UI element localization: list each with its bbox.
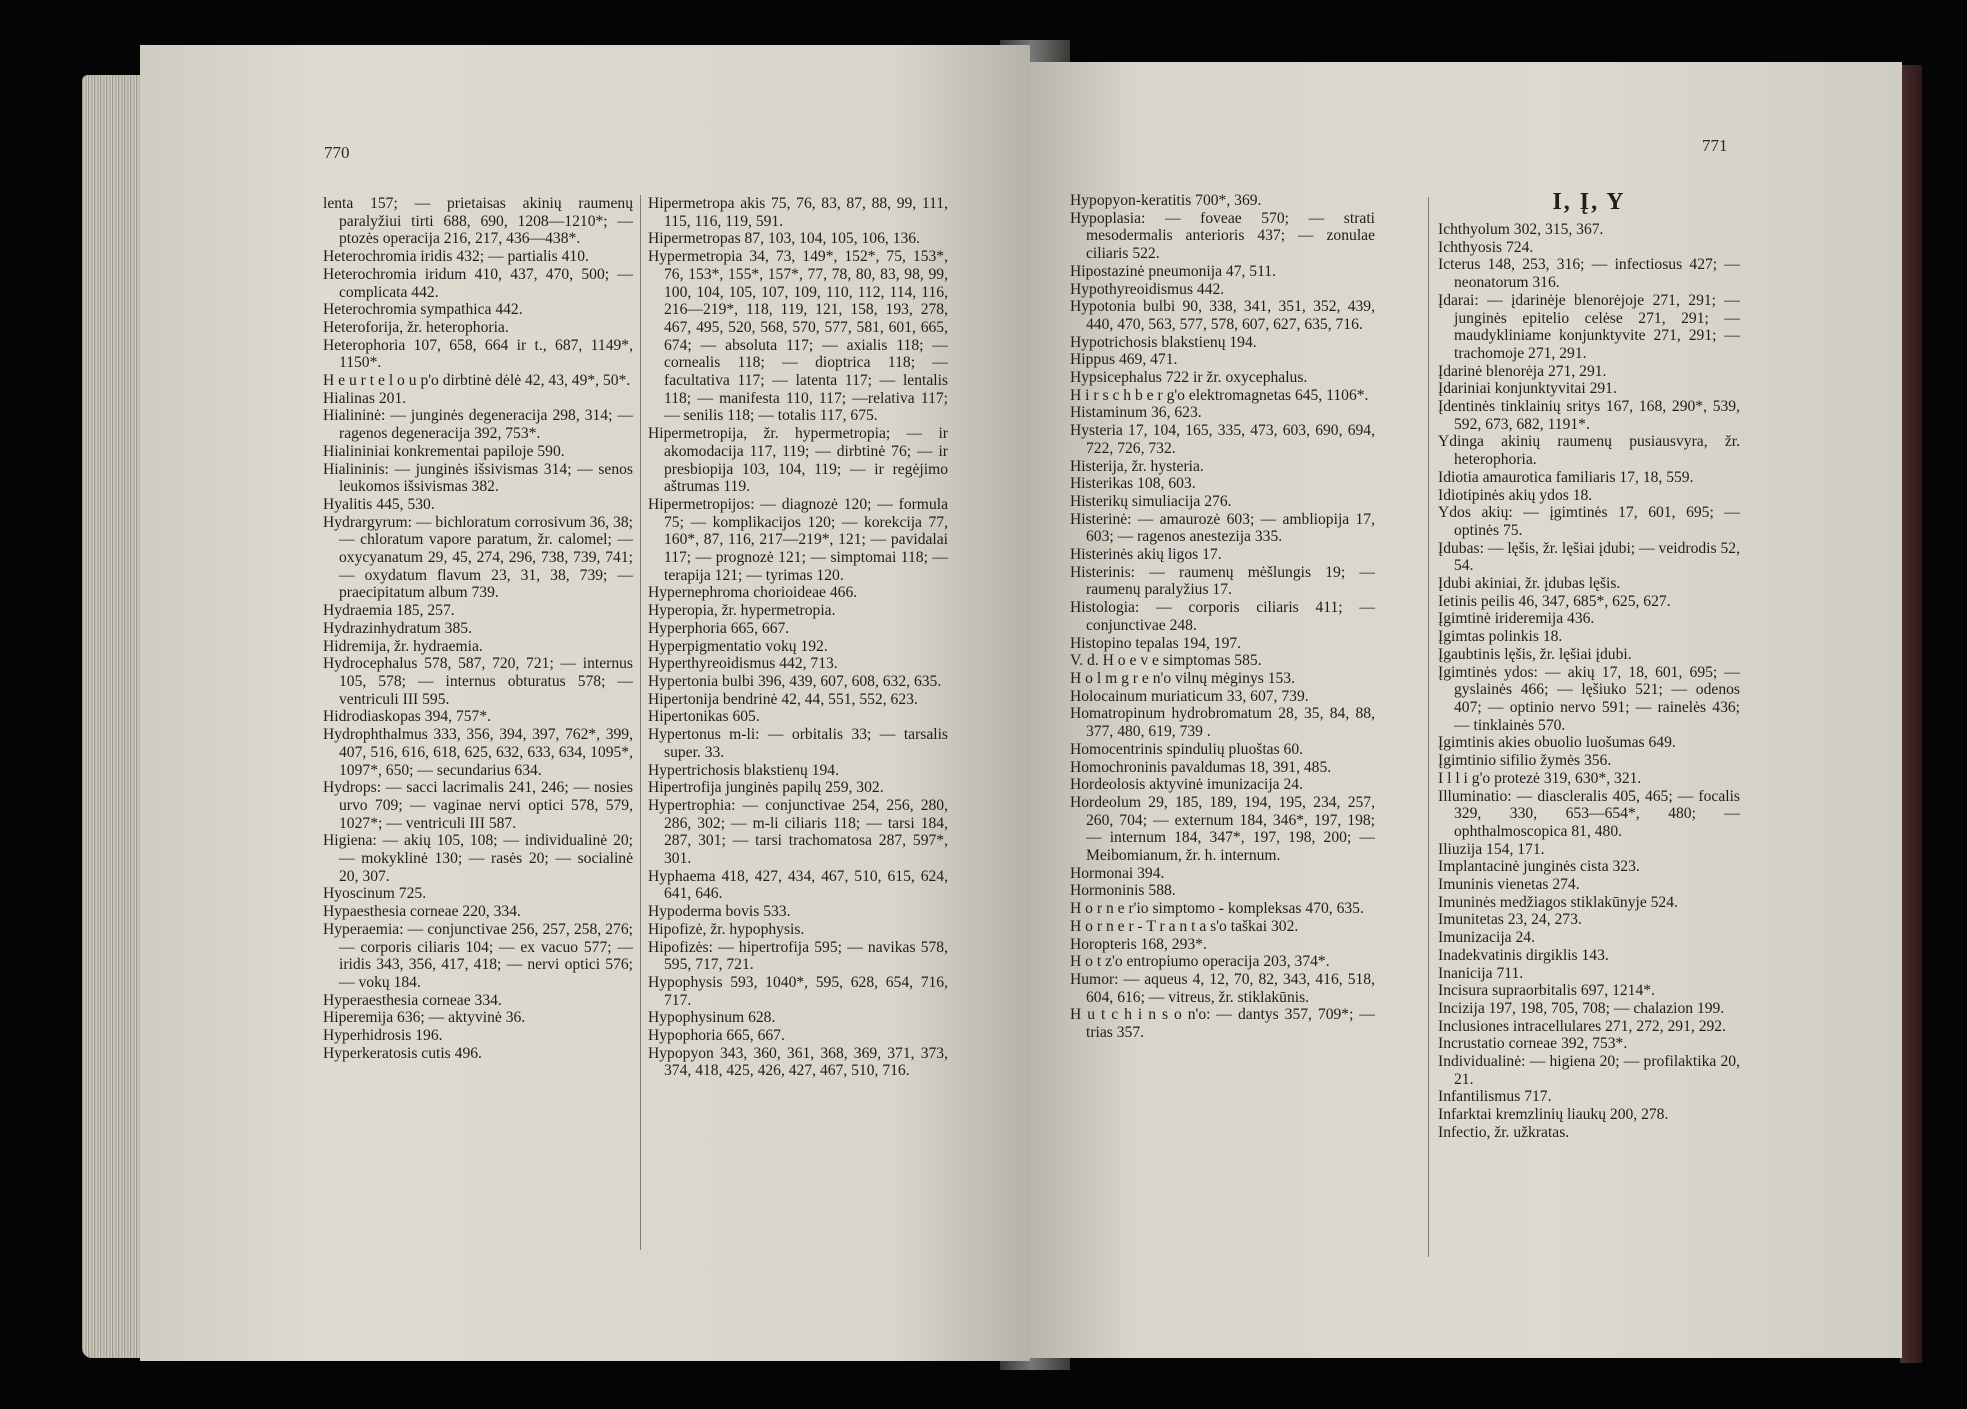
index-entry: Icterus 148, 253, 316; — infectiosus 427; — neonatorum 316. — [1438, 256, 1740, 292]
index-entry: Ydinga akinių raumenų pusiausvyra, žr. heterophoria. — [1438, 433, 1740, 469]
index-entry: Ichthyolum 302, 315, 367. — [1438, 221, 1604, 238]
index-entry: Hypoderma bovis 533. — [648, 903, 791, 921]
index-entry: Hypotrichosis blakstienų 194. — [1070, 333, 1257, 351]
index-entry: I l l i g'o protezė 319, 630*, 321. — [1438, 769, 1642, 787]
index-entry: Įgimtinio sifilio žymės 356. — [1438, 752, 1612, 770]
index-entry: Hypopyon-keratitis 700*, 369. — [1070, 192, 1262, 209]
index-entry: Įdariniai konjunktyvitai 291. — [1438, 380, 1617, 398]
index-entry: Hypophysinum 628. — [648, 1009, 776, 1027]
index-entry: Hidremija, žr. hydraemia. — [323, 637, 483, 655]
index-entry: Inanicija 711. — [1438, 964, 1524, 982]
index-entry: H o r n e r - T r a n t a s'o taškai 302. — [1070, 917, 1299, 935]
index-entry: Iliuzija 154, 171. — [1438, 840, 1545, 858]
index-entry: H o t z'o entropiumo operacija 203, 374*. — [1070, 953, 1330, 971]
index-entry: Hyperopia, žr. hypermetropia. — [648, 602, 836, 620]
index-entry: Histerija, žr. hysteria. — [1070, 457, 1204, 475]
page-number: 770 — [324, 143, 350, 162]
index-entry: H o r n e r'io simptomo - kompleksas 470, 635. — [1070, 900, 1364, 918]
index-entry: Hipofizės: — hipertrofija 595; — navikas 578, 595, 717, 721. — [648, 938, 948, 974]
index-entry: Histerinė: — amaurozė 603; — ambliopija 17, 603; — ragenos anestezija 335. — [1070, 510, 1375, 546]
index-entry: Histerinės akių ligos 17. — [1070, 546, 1222, 564]
index-entry: H i r s c h b e r g'o elektromagnetas 645, 1106*. — [1070, 386, 1369, 404]
index-entry: Histerikas 108, 603. — [1070, 475, 1196, 493]
index-entry: Homochroninis pavaldumas 18, 391, 485. — [1070, 758, 1332, 776]
index-entry: Hydraemia 185, 257. — [323, 602, 455, 620]
index-entry: Įgimtinis akies obuolio luošumas 649. — [1438, 734, 1676, 752]
index-entry: Hyoscinum 725. — [323, 885, 427, 903]
index-entry: Hypothyreoidismus 442. — [1070, 280, 1225, 298]
index-entry: Hialinas 201. — [323, 389, 407, 407]
index-entry: Hiperemija 636; — aktyvinė 36. — [323, 1009, 526, 1027]
index-entry: Įdentinės tinklainių sritys 167, 168, 290*, 539, 592, 673, 682, 1191*. — [1438, 398, 1740, 433]
index-entry: Įdarai: — įdarinėje blenorėjoje 271, 291; — junginės epitelio celėse 271, 291; — maudykliniame konjunktyvite 271, 291; — trachomoje 271, 291. — [1438, 291, 1740, 362]
index-entry: Ietinis peilis 46, 347, 685*, 625, 627. — [1438, 592, 1671, 610]
index-entry: H e u r t e l o u p'o dirbtinė dėlė 42, 43, 49*, 50*. — [323, 372, 631, 390]
index-entry: Hypaesthesia corneae 220, 334. — [323, 903, 521, 921]
index-entry: Hipermetropa akis 75, 76, 83, 87, 88, 99, 111, 115, 116, 119, 591. — [648, 195, 948, 230]
index-entry: Hyperkeratosis cutis 496. — [323, 1044, 482, 1062]
index-entry: Hypertrichosis blakstienų 194. — [648, 761, 839, 779]
index-entry: Hydrocephalus 578, 587, 720, 721; — internus 105, 578; — internus obturatus 578; — ventriculi III 595. — [323, 655, 633, 708]
index-entry: Horopteris 168, 293*. — [1070, 935, 1207, 953]
index-entry: Hypopyon 343, 360, 361, 368, 369, 371, 373, 374, 418, 425, 426, 427, 467, 510, 716. — [648, 1044, 948, 1080]
index-entry: Infantilismus 717. — [1438, 1088, 1552, 1106]
index-entry: Infectio, žr. užkratas. — [1438, 1123, 1570, 1141]
index-entry: Hipertonikas 605. — [648, 708, 760, 726]
index-entry: Įgimtas polinkis 18. — [1438, 628, 1563, 646]
index-entry: Hipofizė, žr. hypophysis. — [648, 920, 805, 938]
index-entry: Įdarinė blenorėja 271, 291. — [1438, 362, 1607, 380]
index-entry: Hypertonia bulbi 396, 439, 607, 608, 632, 635. — [648, 672, 942, 690]
index-entry: Idiotipinės akių ydos 18. — [1438, 486, 1593, 504]
index-entry: Inclusiones intracellulares 271, 272, 291, 292. — [1438, 1017, 1726, 1035]
index-entry: Individualinė: — higiena 20; — profilaktika 20, 21. — [1438, 1053, 1740, 1088]
index-entry: Hormonai 394. — [1070, 864, 1165, 882]
index-entry: Homatropinum hydrobromatum 28, 35, 84, 88, 377, 480, 619, 739 . — [1070, 705, 1375, 741]
index-entry: Incizija 197, 198, 705, 708; — chalazion 199. — [1438, 999, 1725, 1017]
index-entry: Hypernephroma chorioideae 466. — [648, 584, 858, 602]
index-entry: Heterophoria 107, 658, 664 ir t., 687, 1149*, 1150*. — [323, 336, 633, 372]
index-entry: Hyperthyreoidismus 442, 713. — [648, 655, 838, 673]
index-entry: Hormoninis 588. — [1070, 882, 1176, 900]
index-entry: Heterochromia iridum 410, 437, 470, 500; — complicata 442. — [323, 265, 633, 301]
index-entry: Implantacinė junginės cista 323. — [1438, 858, 1640, 876]
index-entry: Hypotonia bulbi 90, 338, 341, 351, 352, 439, 440, 470, 563, 577, 578, 607, 627, 635, 716. — [1070, 298, 1375, 333]
index-entry: Hydrazinhydratum 385. — [323, 619, 472, 637]
index-entry: Holocainum muriaticum 33, 607, 739. — [1070, 687, 1309, 705]
index-entry: Histologia: — corporis ciliaris 411; — conjunctivae 248. — [1070, 599, 1375, 634]
index-entry: Hidrodiaskopas 394, 757*. — [323, 708, 492, 726]
index-column — [1070, 192, 1375, 1042]
index-entry: Hialininė: — junginės degeneracija 298, 314; — ragenos degeneracija 392, 753*. — [323, 407, 633, 443]
index-entry: Ydos akių: — įgimtinės 17, 601, 695; — optinės 75. — [1438, 504, 1740, 539]
index-entry: Imuninės medžiagos stiklakūnyje 524. — [1438, 893, 1678, 911]
index-entry: Infarktai kremzlinių liaukų 200, 278. — [1438, 1106, 1669, 1124]
index-entry: Hyperphoria 665, 667. — [648, 619, 790, 637]
index-entry: Hydrops: — sacci lacrimalis 241, 246; — nosies urvo 709; — vaginae nervi optici 578, 579, 1027*; — ventriculi III 587. — [323, 779, 633, 832]
index-entry: Incisura supraorbitalis 697, 1214*. — [1438, 982, 1655, 1000]
index-column — [1438, 187, 1740, 1142]
index-entry: Hypertrophia: — conjunctivae 254, 256, 280, 286, 302; — m-li ciliaris 118; — tarsi 184, 287, 301; — tarsi trachomatosa 287, 597*, 301. — [648, 796, 948, 868]
index-entry: Illuminatio: — diascleralis 405, 465; — focalis 329, 330, 653—654*, 480; — ophthalmoscopica 81, 480. — [1438, 787, 1740, 840]
index-column — [323, 195, 633, 1062]
index-entry: Hypermetropia 34, 73, 149*, 152*, 75, 153*, 76, 153*, 155*, 157*, 77, 78, 80, 83, 98, 99, 100, 104, 105, 107, 109, 110, 112, 114, 116, 216—219*, 118, 119, 121, 158, 193, 278, 467, 495, 520, 568, 570, 577, 581, 601, 665, 674; — absoluta 117; — axialis 118; — cornealis 118; — dioptrica 118; — facultativa 117; — latenta 117; — lentalis 118; — manifesta 110, 117; —relativa 117; — senilis 118; — totalis 117, 675. — [648, 248, 948, 425]
index-entry: Hordeolum 29, 185, 189, 194, 195, 234, 257, 260, 704; — externum 184, 346*, 197, 198; — internum 184, 347*, 197, 198, 200; — Meibomianum, žr. h. internum. — [1070, 793, 1375, 865]
index-entry: Hyperpigmentatio vokų 192. — [648, 637, 828, 655]
index-entry: Heteroforija, žr. heterophoria. — [323, 318, 509, 336]
index-entry: Hypophoria 665, 667. — [648, 1027, 785, 1045]
index-entry: Histerinis: — raumenų mėšlungis 19; — raumenų paralyžius 17. — [1070, 563, 1375, 599]
index-entry: Incrustatio corneae 392, 753*. — [1438, 1035, 1628, 1053]
index-entry: H o l m g r e n'o vilnų mėginys 153. — [1070, 669, 1296, 687]
index-entry: V. d. H o e v e simptomas 585. — [1070, 652, 1262, 670]
index-entry: Histerikų simuliacija 276. — [1070, 492, 1232, 510]
book-cover-edge — [1900, 65, 1922, 1363]
index-entry: Higiena: — akių 105, 108; — individualinė 20; — mokyklinė 130; — rasės 20; — socialinė 20, 307. — [323, 832, 633, 885]
index-entries — [1438, 221, 1740, 1142]
index-entry: Ichthyosis 724. — [1438, 238, 1534, 256]
index-entry: Hipertrofija junginės papilų 259, 302. — [648, 779, 884, 797]
index-entry: Imunitetas 23, 24, 273. — [1438, 911, 1582, 929]
index-entry: Heterochromia iridis 432; — partialis 410. — [323, 248, 589, 266]
index-entry: Hialininiai konkrementai papiloje 590. — [323, 442, 565, 460]
index-entry: Hyperaesthesia corneae 334. — [323, 991, 502, 1009]
index-entry: Inadekvatinis dirgiklis 143. — [1438, 946, 1609, 964]
index-entry: Humor: — aqueus 4, 12, 70, 82, 343, 416, 518, 604, 616; — vitreus, žr. stiklakūnis. — [1070, 970, 1375, 1006]
index-entry: Hypophysis 593, 1040*, 595, 628, 654, 716, 717. — [648, 973, 948, 1009]
index-entry: Hypoplasia: — foveae 570; — strati mesodermalis anterioris 437; — zonulae ciliaris 522. — [1070, 209, 1375, 263]
index-entry: Hipermetropija, žr. hypermetropia; — ir akomodacija 117, 119; — dirbtinė 76; — ir presbiopija 103, 104, 119; — ir regėjimo aštrumas 119. — [648, 425, 948, 496]
index-entry: Imuninis vienetas 274. — [1438, 876, 1580, 894]
index-entry: Histaminum 36, 623. — [1070, 404, 1202, 422]
index-entry: Hysteria 17, 104, 165, 335, 473, 603, 690, 694, 722, 726, 732. — [1070, 422, 1375, 457]
index-entry: Hyphaema 418, 427, 434, 467, 510, 615, 624, 641, 646. — [648, 867, 948, 903]
index-entry: Hipertonija bendrinė 42, 44, 551, 552, 623. — [648, 690, 918, 708]
index-column — [648, 195, 948, 1080]
index-entry: Hydrargyrum: — bichloratum corrosivum 36, 38; — chloratum vapore paratum, žr. calomel; — oxycyanatum 29, 45, 274, 296, 738, 739, 741; — oxydatum flavum 23, 31, 38, 739; — praecipitatum album 739. — [323, 513, 633, 602]
index-entry: Hyperhidrosis 196. — [323, 1027, 443, 1045]
index-entry: Įgimtinė irideremija 436. — [1438, 610, 1595, 628]
index-entry: Idiotia amaurotica familiaris 17, 18, 559. — [1438, 468, 1694, 486]
index-entry: Hipostazinė pneumonija 47, 511. — [1070, 262, 1277, 280]
page-number: 771 — [1702, 136, 1728, 155]
index-entry: Įdubas: — lęšis, žr. lęšiai įdubi; — veidrodis 52, 54. — [1438, 539, 1740, 575]
index-entry: Imunizacija 24. — [1438, 929, 1535, 947]
index-entry: Heterochromia sympathica 442. — [323, 301, 523, 319]
index-entry: Hypertonus m-li: — orbitalis 33; — tarsalis super. 33. — [648, 726, 948, 761]
index-entry: Hippus 469, 471. — [1070, 351, 1178, 369]
index-entry: Homocentrinis spindulių pluoštas 60. — [1070, 740, 1304, 758]
index-entry: Hypsicephalus 722 ir žr. oxycephalus. — [1070, 369, 1308, 387]
left-page — [140, 45, 1030, 1361]
index-entry: Histopino tepalas 194, 197. — [1070, 634, 1242, 652]
index-entry: Įgaubtinis lęšis, žr. lęšiai įdubi. — [1438, 645, 1632, 663]
index-entry: Hyperaemia: — conjunctivae 256, 257, 258, 276; — corporis ciliaris 104; — ex vacuo 577; — iridis 343, 356, 417, 418; — nervi optici 576; — vokų 184. — [323, 920, 633, 991]
index-entry: Įgimtinės ydos: — akių 17, 18, 601, 695; — gyslainės 466; — lęšiuko 521; — odenos 407; — optinio nervo 591; — rainelės 436; — tinklainės 570. — [1438, 663, 1740, 734]
index-entry: Hipermetropas 87, 103, 104, 105, 106, 136. — [648, 230, 920, 248]
section-heading: I, Į, Y — [1552, 189, 1626, 215]
index-entry: lenta 157; — prietaisas akinių raumenų paralyžiui tirti 688, 690, 1208—1210*; — ptozės operacija 216, 217, 436—438*. — [323, 195, 633, 248]
index-entry: Hydrophthalmus 333, 356, 394, 397, 762*, 399, 407, 516, 616, 618, 625, 632, 633, 634, 1095*, 1097*, 650; — secundarius 634. — [323, 726, 633, 779]
right-page — [1030, 62, 1902, 1358]
column-divider — [640, 195, 641, 1250]
index-entry: Hordeolosis aktyvinė imunizacija 24. — [1070, 776, 1303, 794]
index-entry: H u t c h i n s o n'o: — dantys 357, 709*; — trias 357. — [1070, 1006, 1375, 1042]
index-entry: Hyalitis 445, 530. — [323, 495, 435, 513]
index-entry: Įdubi akiniai, žr. įdubas lęšis. — [1438, 575, 1621, 593]
index-entry: Hialininis: — junginės išsivismas 314; — senos leukomos išsivismas 382. — [323, 460, 633, 496]
index-entry: Hipermetropijos: — diagnozė 120; — formula 75; — komplikacijos 120; — korekcija 77, 160*, 87, 116, 217—219*, 121; — pavidalai 117; — prognozė 121; — simptomai 118; — terapija 121; — tyrimas 120. — [648, 495, 948, 584]
column-divider — [1428, 197, 1429, 1257]
